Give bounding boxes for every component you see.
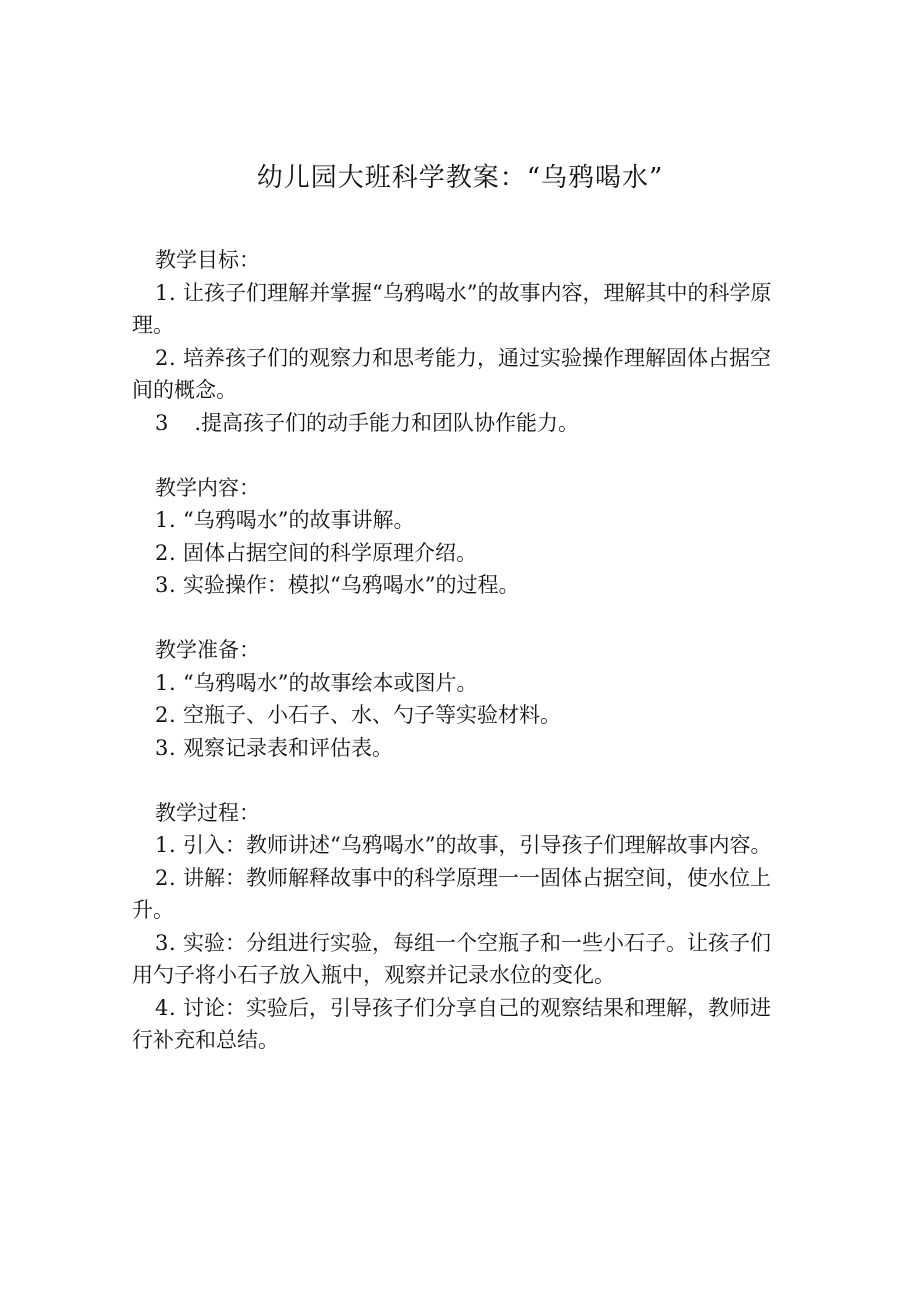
item-number: 1: [155, 670, 169, 695]
section-heading: 教学目标：: [155, 248, 260, 272]
list-item: [132, 504, 772, 537]
section-teaching-content: [132, 472, 772, 602]
item-number: 2: [155, 865, 169, 890]
item-text: 讲解：教师解释故事中的科学原理一一固体占据空间，使水位上升。: [132, 865, 771, 922]
item-text: 引入：教师讲述“乌鸦喝水”的故事，引导孩子们理解故事内容。: [183, 833, 772, 857]
section-teaching-process: [132, 797, 772, 1057]
section-heading: 教学准备：: [155, 638, 260, 662]
item-text: 讨论：实验后，引导孩子们分享自己的观察结果和理解，教师进行补充和总结。: [132, 995, 771, 1052]
section-teaching-preparation: [132, 634, 772, 764]
item-separator: .: [169, 703, 176, 727]
item-number: 1: [155, 833, 169, 857]
document-body: [132, 244, 772, 1089]
list-item: [132, 342, 772, 407]
item-separator: .: [194, 410, 201, 435]
item-text: “乌鸦喝水”的故事绘本或图片。: [183, 670, 478, 695]
list-item: [132, 407, 772, 440]
item-separator: .: [169, 930, 176, 955]
item-number: 1: [155, 508, 169, 532]
item-number: 3: [155, 410, 169, 435]
list-item: [132, 667, 772, 700]
section-heading: 教学内容：: [155, 475, 260, 500]
item-number: 4: [155, 995, 169, 1020]
item-separator: .: [169, 735, 176, 760]
list-item: [132, 699, 772, 732]
item-text: 让孩子们理解并掌握“乌鸦喝水”的故事内容，理解其中的科学原理。: [132, 280, 772, 337]
item-number: 3: [155, 735, 169, 760]
item-number: 1: [155, 280, 169, 305]
list-item: [132, 277, 772, 342]
item-text: 空瓶子、小石子、水、勺子等实验材料。: [183, 703, 561, 727]
item-separator: .: [169, 540, 176, 565]
item-separator: .: [169, 280, 176, 305]
page-title: 幼儿园大班科学教案：“乌鸦喝水”: [256, 163, 664, 193]
item-separator: .: [169, 573, 176, 597]
item-separator: .: [169, 345, 176, 370]
list-item: [132, 537, 772, 570]
item-number: 2: [155, 540, 169, 565]
item-separator: .: [169, 670, 176, 695]
item-number: 3: [155, 930, 169, 955]
item-separator: .: [169, 508, 176, 532]
item-separator: .: [169, 833, 176, 857]
item-text: 实验操作：模拟“乌鸦喝水”的过程。: [183, 573, 520, 597]
item-text: 固体占据空间的科学原理介绍。: [183, 540, 477, 565]
section-heading: 教学过程：: [155, 800, 260, 825]
list-item: [132, 732, 772, 765]
item-separator: .: [169, 865, 176, 890]
item-number: 2: [155, 345, 169, 370]
item-text: 提高孩子们的动手能力和团队协作能力。: [201, 410, 579, 435]
item-separator: .: [169, 995, 176, 1020]
item-number: 2: [155, 703, 169, 727]
item-text: “乌鸦喝水”的故事讲解。: [183, 508, 415, 532]
list-item: [132, 862, 772, 927]
list-item: [132, 829, 772, 862]
item-text: 观察记录表和评估表。: [183, 735, 393, 760]
item-text: 实验：分组进行实验，每组一个空瓶子和一些小石子。让孩子们用勺子将小石子放入瓶中，观察并记录水位的变化。: [132, 930, 771, 987]
list-item: [132, 927, 772, 992]
item-text: 培养孩子们的观察力和思考能力，通过实验操作理解固体占据空间的概念。: [132, 345, 771, 402]
list-item: [132, 992, 772, 1057]
section-teaching-goals: [132, 244, 772, 439]
item-number: 3: [155, 573, 169, 597]
list-item: [132, 569, 772, 602]
